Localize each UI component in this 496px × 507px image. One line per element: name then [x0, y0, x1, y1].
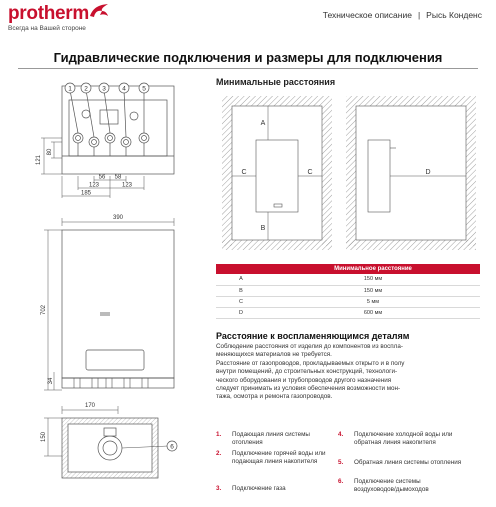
dim-34: 34 — [48, 377, 54, 385]
legend-label: Обратная линия системы отопления — [354, 459, 462, 466]
callout-5: 5 — [142, 85, 146, 93]
dim-390: 390 — [112, 215, 124, 221]
legend-label: Подключение холодной воды или обратная линия накопителя — [354, 431, 453, 447]
clearance-diagram — [216, 90, 482, 262]
legend-label: Подключение системы воздуховодов/дымоходов — [354, 478, 429, 494]
top-view-body — [62, 86, 174, 174]
brand-tagline: Всегда на Вашей стороне — [8, 25, 86, 32]
dim-702: 702 — [41, 304, 47, 316]
flammable-line: следует принимать из условия обеспечения возможности мон- — [216, 385, 401, 393]
table-key: A — [216, 274, 266, 285]
brand-name: protherm — [8, 3, 89, 24]
header-separator: | — [417, 10, 421, 20]
dim-170: 170 — [84, 403, 96, 409]
dim-80: 80 — [47, 148, 53, 156]
callout-6: 6 — [170, 443, 174, 451]
label-b: B — [260, 225, 266, 232]
flammable-line: ческого оборудования и трубопроводов другого назначения — [216, 376, 392, 384]
title-divider — [18, 68, 478, 69]
dim-121: 121 — [36, 154, 42, 166]
legend-label: Подающая линия системы отопления — [232, 431, 310, 447]
table-key: D — [216, 307, 266, 318]
min-distances-table — [216, 264, 480, 319]
brand-logo — [8, 4, 89, 33]
table-value: 150 мм — [266, 274, 480, 285]
dim-56: 56 — [98, 174, 106, 181]
doc-type: Техническое описание — [322, 10, 412, 20]
legend-num: 5. — [338, 459, 344, 466]
front-view-body — [62, 230, 174, 378]
flammable-line: меняющихся материалов не требуется. — [216, 351, 332, 359]
front-logo-slot — [100, 312, 110, 316]
flammable-line: внутри помещений, до строительных конструкций, технологи- — [216, 368, 398, 376]
legend-num: 3. — [216, 485, 222, 492]
flammable-line: Соблюдение расстояния от изделия до компонентов из воспла- — [216, 343, 403, 350]
table-value: 150 мм — [266, 285, 480, 296]
legend-num: 6. — [338, 478, 344, 485]
side-clearance-walls — [346, 96, 476, 250]
header-doc-info — [323, 10, 482, 20]
callout-3: 3 — [102, 85, 106, 93]
table-key: B — [216, 285, 266, 296]
label-d: D — [425, 169, 431, 176]
legend-num: 1. — [216, 431, 222, 438]
front-clearance-walls — [222, 96, 332, 250]
table-key: C — [216, 296, 266, 307]
front-bottom-pipes — [74, 378, 148, 388]
flammable-line: тажа, осмотра и ремонта газопроводов. — [216, 393, 333, 401]
legend-label: Подключение горячей воды или подающая линия накопителя — [232, 450, 326, 466]
product-name: Рысь Конденс — [426, 10, 482, 20]
table-row — [216, 307, 480, 318]
dim-150: 150 — [41, 431, 47, 443]
label-c-right: C — [307, 169, 313, 176]
label-a: A — [260, 120, 266, 127]
label-c-left: C — [241, 169, 247, 176]
table-value: 5 мм — [266, 296, 480, 307]
callout-1: 1 — [68, 85, 72, 93]
dim-123-left: 123 — [88, 182, 100, 189]
dim-58: 58 — [114, 174, 122, 181]
dim-123-right: 123 — [121, 182, 133, 189]
table-header: Минимальное расстояние — [266, 264, 480, 274]
boiler-dimension-drawing — [14, 76, 210, 506]
page-title: Гидравлические подключения и размеры для подключения — [53, 50, 443, 65]
legend-num: 2. — [216, 450, 222, 457]
pipe-connections — [73, 110, 149, 156]
min-distances-title: Минимальные расстояния — [216, 77, 336, 87]
dim-185: 185 — [80, 190, 92, 197]
table-value: 600 мм — [266, 307, 480, 318]
callout-2: 2 — [84, 85, 88, 93]
table-row — [216, 285, 480, 296]
front-view-panel — [86, 350, 144, 370]
table-header-blank — [216, 264, 266, 274]
protherm-dragon-icon — [88, 2, 110, 20]
top-view-inner — [69, 100, 167, 156]
table-row — [216, 296, 480, 307]
table-row — [216, 274, 480, 285]
flammable-line: Расстояние от газопроводов, прокладываемых открыто и в полу — [216, 359, 405, 367]
table-header-row — [216, 264, 480, 274]
flammable-title: Расстояние к воспламеняющимся деталям — [216, 331, 410, 341]
flammable-text — [216, 343, 482, 402]
legend-num: 4. — [338, 431, 344, 438]
legend-label: Подключение газа — [232, 485, 286, 492]
page-header — [0, 0, 496, 40]
callout-4: 4 — [122, 85, 126, 93]
